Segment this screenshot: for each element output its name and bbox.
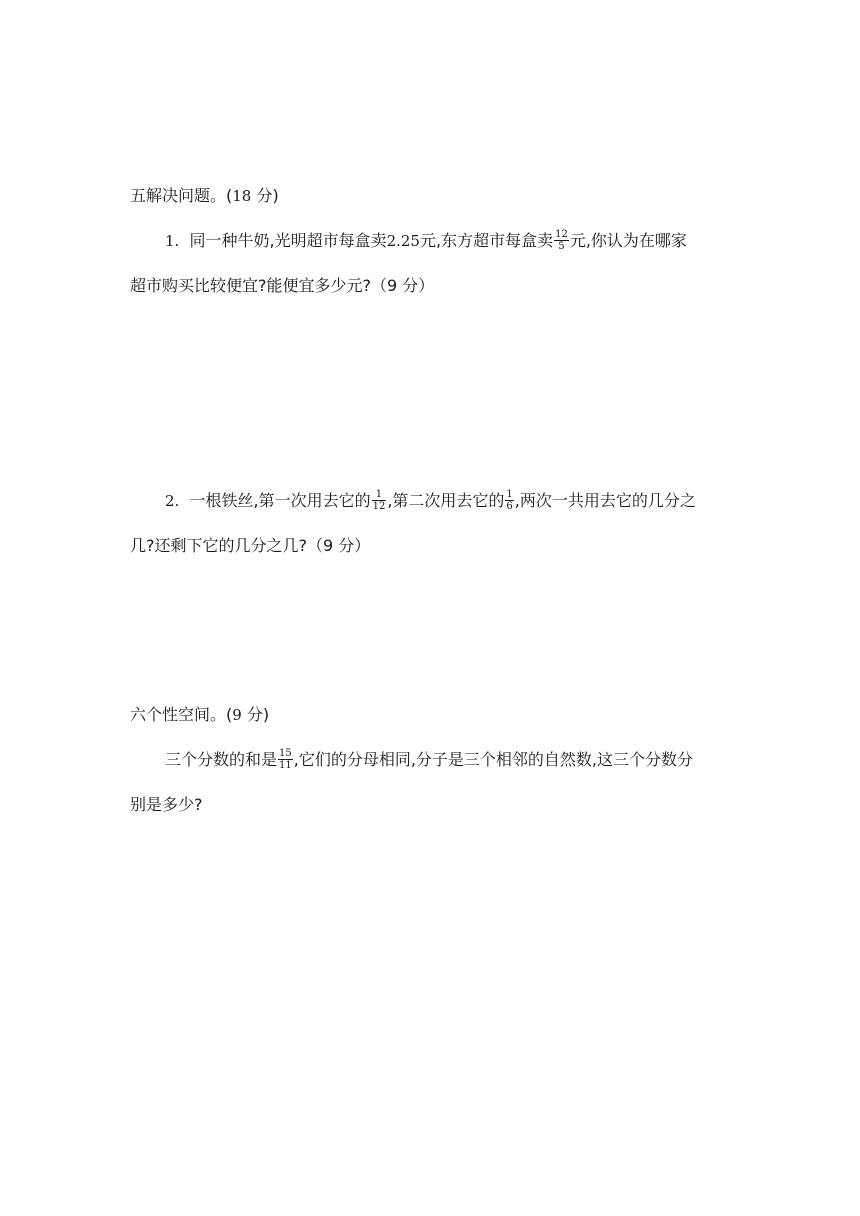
question-text: 元,你认为在哪家 bbox=[569, 231, 687, 250]
fraction-denominator: 6 bbox=[506, 501, 513, 512]
question-text: ,两次一共用去它的几分之 bbox=[514, 491, 696, 510]
section-heading-6 bbox=[130, 705, 269, 725]
fraction bbox=[554, 229, 569, 252]
question-1-line-1 bbox=[165, 230, 687, 253]
question-text: 几?还剩下它的几分之几?（9 分） bbox=[130, 536, 371, 555]
fraction-denominator: 12 bbox=[372, 501, 386, 512]
question-3-line-1 bbox=[165, 749, 693, 772]
points-close: 分) bbox=[256, 186, 279, 205]
points-close: 分) bbox=[246, 705, 270, 724]
points-number: 18 bbox=[232, 187, 252, 205]
question-text: 元,东方超市每盒卖 bbox=[419, 231, 554, 250]
fraction-numerator: 12 bbox=[555, 229, 568, 240]
question-3-line-2 bbox=[130, 795, 203, 815]
fraction bbox=[278, 748, 293, 771]
question-text: ,它们的分母相同,分子是三个相邻的自然数,这三个分数分 bbox=[293, 750, 694, 769]
question-1-line-2 bbox=[130, 276, 434, 296]
section-heading-5 bbox=[130, 186, 279, 206]
fraction bbox=[505, 489, 513, 512]
section-title: 六个性空间。 bbox=[130, 705, 227, 724]
question-text: ,第二次用去它的 bbox=[387, 491, 505, 510]
points-number: 9 bbox=[232, 706, 242, 724]
fraction-denominator: 11 bbox=[279, 760, 292, 771]
question-number: 1. bbox=[165, 232, 180, 250]
fraction-denominator: 5 bbox=[558, 241, 565, 252]
question-number: 2. bbox=[165, 492, 180, 510]
fraction-numerator: 1 bbox=[506, 489, 513, 500]
question-2-line-1 bbox=[165, 490, 696, 513]
question-text: 别是多少? bbox=[130, 795, 203, 814]
points-open: ( bbox=[226, 705, 233, 724]
question-2-line-2 bbox=[130, 536, 370, 556]
question-text: 一根铁丝,第一次用去它的 bbox=[189, 491, 371, 510]
section-title: 五解决问题。 bbox=[130, 186, 227, 205]
question-text: 三个分数的和是 bbox=[165, 750, 278, 769]
price-value: 2.25 bbox=[386, 232, 420, 250]
fraction bbox=[372, 489, 387, 512]
fraction-numerator: 15 bbox=[279, 748, 292, 759]
points-open: ( bbox=[226, 186, 233, 205]
question-text: 同一种牛奶,光明超市每盒卖 bbox=[189, 231, 387, 250]
question-text: 超市购买比较便宜?能便宜多少元?（9 分） bbox=[130, 276, 435, 295]
fraction-numerator: 1 bbox=[372, 489, 387, 501]
